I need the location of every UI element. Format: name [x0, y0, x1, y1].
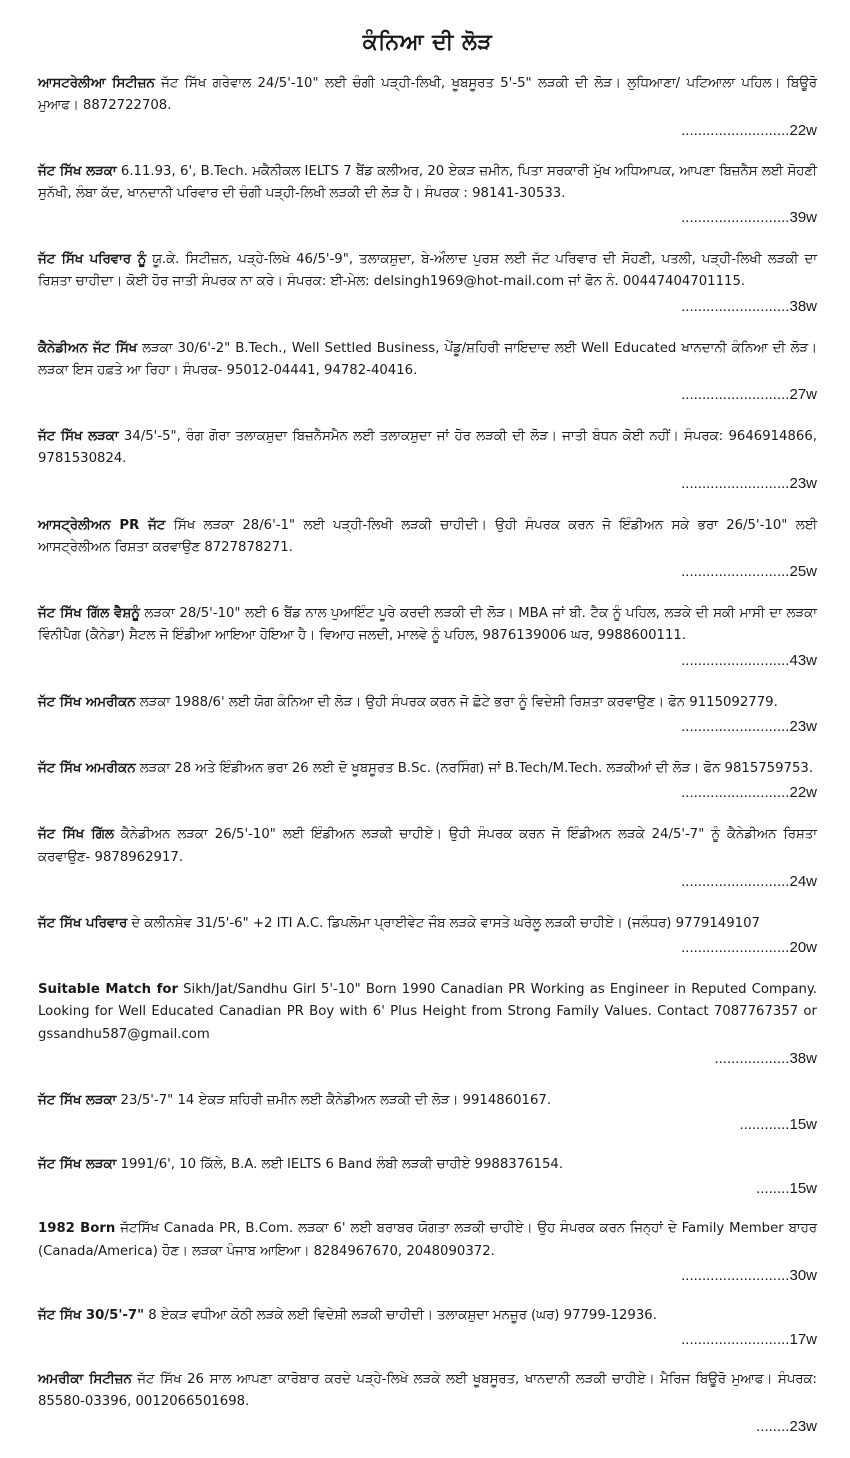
ad-code: ........23w [756, 1417, 817, 1435]
ad-text: ਜੱਟ ਸਿੱਖ 26 ਸਾਲ ਆਪਣਾ ਕਾਰੋਬਾਰ ਕਰਦੇ ਪੜ੍ਹੇ-ਲਿਖੇ ਲੜਕੇ ਲਈ ਖੂਬਸੂਰਤ, ਖਾਨਦਾਨੀ ਲੜਕੀ ਚਾਹੀਏ। ਮੈਰਿਜ ਬਿਊਰੋ ਮੁਆਫ। ਸੰਪਰਕ: 85580-03396, 0012066501698. [38, 1372, 817, 1410]
ad-listing [38, 426, 817, 496]
ad-lead: Suitable Match for [38, 982, 179, 998]
ad-listing [38, 824, 817, 894]
ad-code: ..........................22w [681, 784, 817, 802]
ad-listing [38, 515, 817, 585]
ad-lead: ਜੱਟ ਸਿੱਖ ਲੜਕਾ [38, 1157, 117, 1173]
ad-code: ..........................22w [681, 121, 817, 139]
ad-listing [38, 1369, 817, 1439]
ad-listing [38, 161, 817, 231]
ad-code: ..........................39w [681, 209, 817, 227]
ad-lead: ਜੱਟ ਸਿੱਖ ਗਿੱਲ ਵੈਸ਼ਨੂੰ [38, 606, 140, 622]
ad-lead: ਜੱਟ ਸਿੱਖ ਅਮਰੀਕਨ [38, 694, 136, 710]
ad-text: 23/5'-7" 14 ਏਕੜ ਸ਼ਹਿਰੀ ਜ਼ਮੀਨ ਲਈ ਕੈਨੇਡੀਅਨ ਲੜਕੀ ਦੀ ਲੋੜ। 9914860167. [116, 1092, 552, 1108]
ad-listing [38, 603, 817, 673]
ad-listing [38, 73, 817, 143]
ad-lead: ਕੈਨੇਡੀਅਨ ਜੱਟ ਸਿੱਖ [38, 340, 138, 356]
ad-listing [38, 979, 817, 1071]
ad-code: ........15w [756, 1180, 817, 1198]
ad-lead: ਜੱਟ ਸਿੱਖ ਲੜਕਾ [38, 429, 119, 445]
ad-text: 1991/6', 10 ਕਿੱਲੇ, B.A. ਲਈ IELTS 6 Band ਲੰਬੀ ਲੜਕੀ ਚਾਹੀਏ 9988376154. [116, 1157, 564, 1173]
ad-lead: ਜੱਟ ਸਿੱਖ ਪਰਿਵਾਰ ਨੂੰ [38, 252, 147, 268]
ad-text: ਕੈਨੇਡੀਅਨ ਲੜਕਾ 26/5'-10" ਲਈ ਇੰਡੀਅਨ ਲੜਕੀ ਚਾਹੀਏ। ਉਹੀ ਸੰਪਰਕ ਕਰਨ ਜੋ ਇੰਡੀਅਨ ਲੜਕੇ 24/5'-7" ਨੂੰ ਕੈਨੇਡੀਅਨ ਰਿਸ਼ਤਾ ਕਰਵਾਉਣ- 9878962917. [38, 827, 817, 865]
ad-listing [38, 249, 817, 319]
ad-listing [38, 1305, 817, 1352]
ad-text: ਸਿੱਖ ਲੜਕਾ 28/6'-1" ਲਈ ਪੜ੍ਹੀ-ਲਿਖੀ ਲੜਕੀ ਚਾਹੀਦੀ। ਉਹੀ ਸੰਪਰਕ ਕਰਨ ਜੋ ਇੰਡੀਅਨ ਸਕੇ ਭਰਾ 26/5'-10" ਲਈ ਆਸਟ੍ਰੇਲੀਅਨ ਰਿਸ਼ਤਾ ਕਰਵਾਉਣ 8727878271. [38, 517, 817, 555]
ad-listing [38, 758, 817, 805]
ad-code: ..........................24w [681, 872, 817, 890]
ad-listing [38, 1090, 817, 1137]
ad-text: ਜੱਟਸਿੱਖ Canada PR, B.Com. ਲੜਕਾ 6' ਲਈ ਬਰਾਬਰ ਯੋਗਤਾ ਲੜਕੀ ਚਾਹੀਏ। ਉਹ ਸੰਪਰਕ ਕਰਨ ਜਿਨ੍ਹਾਂ ਦੇ Family Member ਬਾਹਰ (Canada/America) ਹੋਣ। ਲੜਕਾ ਪੰਜਾਬ ਆਇਆ। 8284967670, 2048090372. [38, 1221, 817, 1259]
ad-code: ..........................23w [681, 474, 817, 492]
ad-text: Sikh/Jat/Sandhu Girl 5'-10" Born 1990 Canadian PR Working as Engineer in Reputed Company. Looking for Well Educated Canadian PR Boy with 6' Plus Height from Strong Family Values. Contact 7087767357 or gssandhu587@gmail.com [38, 982, 818, 1042]
ad-lead: ਜੱਟ ਸਿੱਖ ਅਮਰੀਕਨ [38, 760, 136, 776]
ad-code: ..........................23w [681, 717, 817, 735]
ad-code: ..........................30w [681, 1266, 817, 1284]
ad-text: ਦੇ ਕਲੀਨਸ਼ੇਵ 31/5'-6" +2 ITI A.C. ਡਿਪਲੋਮਾ ਪ੍ਰਾਈਵੇਟ ਜੌਬ ਲੜਕੇ ਵਾਸਤੇ ਘਰੇਲੂ ਲੜਕੀ ਚਾਹੀਏ। (ਜਲੰਧਰ) 9779149107 [127, 915, 760, 931]
ad-listing [38, 1218, 817, 1288]
ad-listing [38, 1154, 817, 1201]
ads-list [38, 73, 817, 1439]
ad-lead: ਜੱਟ ਸਿੱਖ ਗਿੱਲ [38, 827, 114, 843]
ad-code: ..........................27w [681, 386, 817, 404]
ad-lead: ਅਮਰੀਕਾ ਸਿਟੀਜ਼ਨ [38, 1372, 132, 1388]
ad-code: ..........................20w [681, 939, 817, 957]
ad-code: ............15w [739, 1116, 817, 1134]
ad-text: ਜੱਟ ਸਿੱਖ ਗਰੇਵਾਲ 24/5'-10" ਲਈ ਚੰਗੀ ਪੜ੍ਹੀ-ਲਿਖੀ, ਖੂਬਸੂਰਤ 5'-5" ਲੜਕੀ ਦੀ ਲੋੜ। ਲੁਧਿਆਣਾ/ ਪਟਿਆਲਾ ਪਹਿਲ। ਬਿਊਰੋ ਮੁਆਫ। 8872722708. [38, 76, 817, 114]
ad-lead: 1982 Born [38, 1221, 116, 1237]
ad-code: ..................38w [714, 1049, 817, 1067]
ad-text: ਯੂ.ਕੇ. ਸਿਟੀਜ਼ਨ, ਪੜ੍ਹੇ-ਲਿਖੇ 46/5'-9", ਤਲਾਕਸ਼ੁਦਾ, ਬੇ-ਔਲਾਦ ਪੁਰਸ਼ ਲਈ ਜੱਟ ਪਰਿਵਾਰ ਦੀ ਸੋਹਣੀ, ਪਤਲੀ, ਪੜ੍ਹੀ-ਲਿਖੀ ਲੜਕੀ ਦਾ ਰਿਸ਼ਤਾ ਚਾਹੀਦਾ। ਕੋਈ ਹੋਰ ਜਾਤੀ ਸੰਪਰਕ ਨਾ ਕਰੇ। ਸੰਪਰਕ: ਈ-ਮੇਲ: delsingh1969@hot-mail.com ਜਾਂ ਫੋਨ ਨੰ. 00447404701115. [38, 252, 818, 290]
ad-lead: ਜੱਟ ਸਿੱਖ ਪਰਿਵਾਰ [38, 915, 128, 931]
ad-lead: ਜੱਟ ਸਿੱਖ ਲੜਕਾ [38, 163, 117, 179]
ad-code: ..........................25w [681, 563, 817, 581]
ad-lead: ਆਸਟਰੇਲੀਆ ਸਿਟੀਜ਼ਨ [38, 76, 155, 91]
ad-listing [38, 338, 817, 408]
ad-lead: ਜੱਟ ਸਿੱਖ ਲੜਕਾ [38, 1092, 117, 1108]
ad-code: ..........................43w [681, 651, 817, 669]
ad-listing [38, 913, 817, 960]
ad-code: ..........................17w [681, 1331, 817, 1349]
ad-listing [38, 692, 817, 739]
ad-code: ..........................38w [681, 297, 817, 315]
ad-text: ਲੜਕਾ 28 ਅਤੇ ਇੰਡੀਅਨ ਭਰਾ 26 ਲਈ ਦੋ ਖੂਬਸੂਰਤ B.Sc. (ਨਰਸਿੰਗ) ਜਾਂ B.Tech/M.Tech. ਲੜਕੀਆਂ ਦੀ ਲੋੜ। ਫੋਨ 9815759753. [135, 760, 814, 776]
ad-text: ਲੜਕਾ 28/5'-10" ਲਈ 6 ਬੈਂਡ ਨਾਲ ਪੁਆਇੰਟ ਪੂਰੇ ਕਰਦੀ ਲੜਕੀ ਦੀ ਲੋੜ। MBA ਜਾਂ ਬੀ. ਟੈਕ ਨੂੰ ਪਹਿਲ, ਲੜਕੇ ਦੀ ਸਕੀ ਮਾਸੀ ਦਾ ਲੜਕਾ ਵਿੰਨੀਪੈਗ (ਕੈਨੇਡਾ) ਸੈਟਲ ਜੋ ਇੰਡੀਆ ਆਇਆ ਹੋਇਆ ਹੈ। ਵਿਆਹ ਜਲਦੀ, ਮਾਲਵੇ ਨੂੰ ਪਹਿਲ, 9876139006 ਘਰ, 9988600111. [38, 606, 817, 644]
page-title: ਕੰਨਿਆ ਦੀ ਲੋੜ [362, 30, 493, 55]
ad-text: 34/5'-5", ਰੰਗ ਗੋਰਾ ਤਲਾਕਸ਼ੁਦਾ ਬਿਜ਼ਨੈਸਮੈਨ ਲਈ ਤਲਾਕਸ਼ੁਦਾ ਜਾਂ ਹੋਰ ਲੜਕੀ ਦੀ ਲੋੜ। ਜਾਤੀ ਬੰਧਨ ਕੋਈ ਨਹੀਂ। ਸੰਪਰਕ: 9646914866, 9781530824. [38, 429, 817, 467]
ad-text: 8 ਏਕੜ ਵਧੀਆ ਕੋਠੀ ਲੜਕੇ ਲਈ ਵਿਦੇਸ਼ੀ ਲੜਕੀ ਚਾਹੀਦੀ। ਤਲਾਕਸ਼ੁਦਾ ਮਨਜ਼ੂਰ (ਘਰ) 97799-12936. [144, 1307, 657, 1323]
ad-lead: ਜੱਟ ਸਿੱਖ 30/5'-7" [38, 1307, 145, 1323]
ad-text: 6.11.93, 6', B.Tech. ਮਕੈਨੀਕਲ IELTS 7 ਬੈਂਡ ਕਲੀਅਰ, 20 ਏਕੜ ਜ਼ਮੀਨ, ਪਿਤਾ ਸਰਕਾਰੀ ਮੁੱਖ ਅਧਿਆਪਕ, ਆਪਣਾ ਬਿਜ਼ਨੈਸ ਲਈ ਸੋਹਣੀ ਸੁਨੱਖੀ, ਲੰਬਾ ਕੱਦ, ਖਾਨਦਾਨੀ ਪਰਿਵਾਰ ਦੀ ਚੰਗੀ ਪੜ੍ਹੀ-ਲਿਖੀ ਲੜਕੀ ਦੀ ਲੋੜ ਹੈ। ਸੰਪਰਕ : 98141-30533. [38, 163, 817, 201]
ad-lead: ਆਸਟ੍ਰੇਲੀਅਨ PR ਜੱਟ [38, 517, 166, 533]
ad-text: ਲੜਕਾ 1988/6' ਲਈ ਯੋਗ ਕੰਨਿਆ ਦੀ ਲੋੜ। ਉਹੀ ਸੰਪਰਕ ਕਰਨ ਜੋ ਛੋਟੇ ਭਰਾ ਨੂੰ ਵਿਦੇਸ਼ੀ ਰਿਸ਼ਤਾ ਕਰਵਾਉਣ। ਫੋਨ 9115092779. [135, 694, 778, 710]
ad-text: ਲੜਕਾ 30/6'-2" B.Tech., Well Settled Business, ਪੇਂਡੂ/ਸ਼ਹਿਰੀ ਜਾਇਦਾਦ ਲਈ Well Educated ਖਾਨਦਾਨੀ ਕੰਨਿਆ ਦੀ ਲੋੜ। ਲੜਕਾ ਇਸ ਹਫ਼ਤੇ ਆ ਰਿਹਾ। ਸੰਪਰਕ- 95012-04441, 94782-40416. [38, 340, 817, 378]
